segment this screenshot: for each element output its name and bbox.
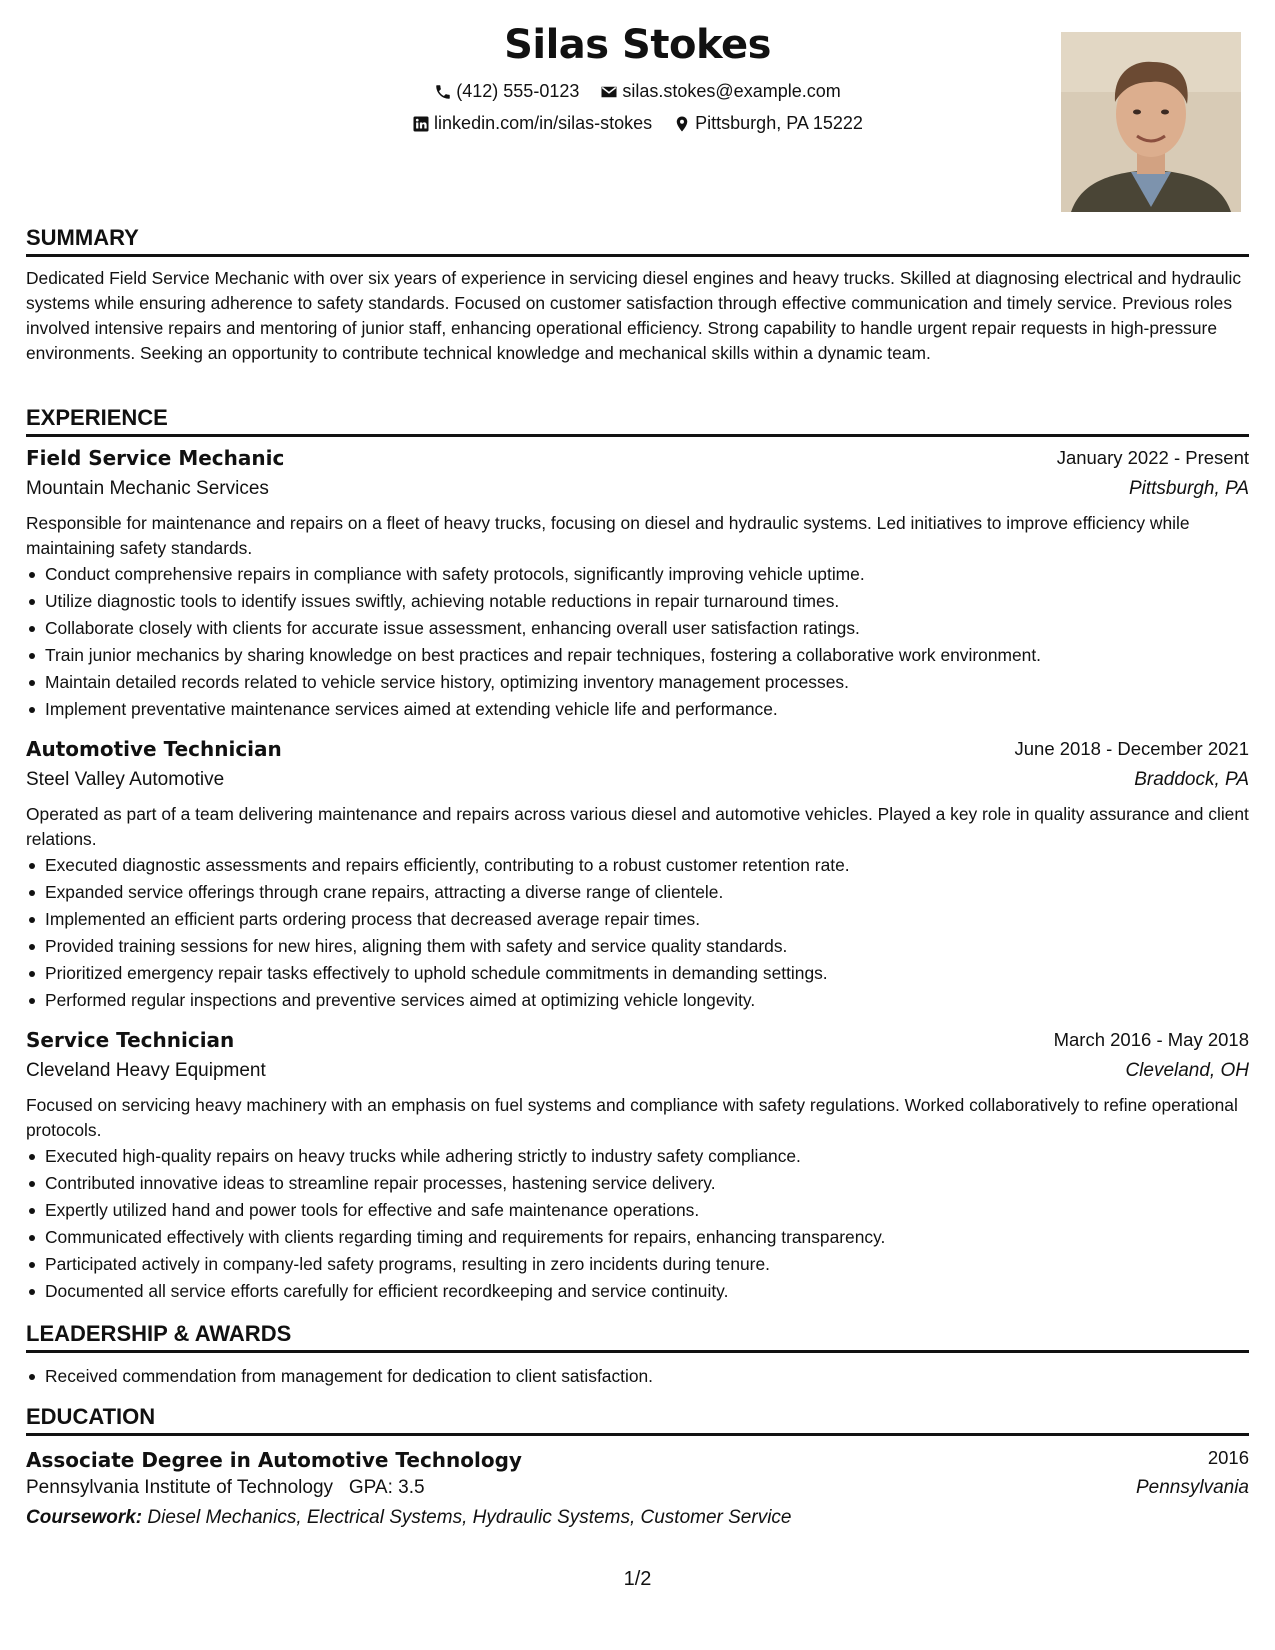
resume-page [26, 0, 1249, 1650]
job-bullets [26, 1143, 1249, 1305]
list-item: Maintain detailed records related to vehicle service history, optimizing inventory management processes. [26, 669, 1249, 696]
education-heading: EDUCATION [26, 1404, 1249, 1436]
list-item: Received commendation from management for dedication to client satisfaction. [26, 1363, 1249, 1390]
list-item: Collaborate closely with clients for accurate issue assessment, enhancing overall user satisfaction ratings. [26, 615, 1249, 642]
school-line [26, 1477, 425, 1499]
list-item: Executed diagnostic assessments and repairs efficiently, contributing to a robust customer retention rate. [26, 852, 1249, 879]
phone-contact [434, 81, 579, 102]
coursework-list: Diesel Mechanics, Electrical Systems, Hydraulic Systems, Customer Service [147, 1507, 792, 1528]
list-item: Participated actively in company-led safety programs, resulting in zero incidents during tenure. [26, 1251, 1249, 1278]
list-item: Train junior mechanics by sharing knowledge on best practices and repair techniques, fostering a collaborative work environment. [26, 642, 1249, 669]
school-name: Pennsylvania Institute of Technology [26, 1477, 334, 1498]
phone-text: (412) 555-0123 [456, 81, 580, 101]
phone-icon [434, 83, 452, 101]
job-description: Focused on servicing heavy machinery with an emphasis on fuel systems and compliance with safety regulations. Worked collaboratively to refine operational protocols. [26, 1095, 1238, 1140]
job-company: Mountain Mechanic Services [26, 478, 269, 499]
job-description: Operated as part of a team delivering maintenance and repairs across various diesel and automotive vehicles. Played a key role in quality assurance and client relations. [26, 804, 1249, 849]
school-location: Pennsylvania [1135, 1477, 1249, 1498]
job-bullets [26, 852, 1249, 1014]
list-item: Communicated effectively with clients regarding timing and requirements for repairs, enhancing transparency. [26, 1224, 1249, 1251]
summary-heading: SUMMARY [26, 225, 1249, 257]
list-item: Documented all service efforts carefully for efficient recordkeeping and service continuity. [26, 1278, 1249, 1305]
job-description: Responsible for maintenance and repairs on a fleet of heavy trucks, focusing on diesel and hydraulic systems. Led initiatives to improve efficiency while maintaining safety standards. [26, 513, 1190, 558]
list-item: Expanded service offerings through crane repairs, attracting a diverse range of clientele. [26, 879, 1249, 906]
job-title: Automotive Technician [26, 737, 282, 761]
job-title: Field Service Mechanic [26, 446, 285, 470]
profile-photo [1061, 32, 1241, 212]
list-item: Contributed innovative ideas to streamline repair processes, hastening service delivery. [26, 1170, 1249, 1197]
coursework-label: Coursework: [26, 1507, 143, 1528]
envelope-icon [600, 83, 618, 101]
job-location: Braddock, PA [1134, 769, 1249, 790]
linkedin-text: linkedin.com/in/silas-stokes [434, 113, 653, 133]
experience-heading: EXPERIENCE [26, 405, 1249, 437]
linkedin-icon [412, 115, 430, 133]
job-company: Steel Valley Automotive [26, 769, 225, 790]
job-bullets [26, 561, 1249, 723]
location-contact [673, 113, 863, 134]
candidate-name: Silas Stokes [504, 22, 771, 68]
linkedin-contact[interactable] [412, 113, 652, 134]
degree-title: Associate Degree in Automotive Technology [26, 1448, 522, 1472]
list-item: Expertly utilized hand and power tools for effective and safe maintenance operations. [26, 1197, 1249, 1224]
job-dates: June 2018 - December 2021 [1014, 738, 1249, 759]
list-item: Provided training sessions for new hires, aligning them with safety and service quality standards. [26, 933, 1249, 960]
list-item: Implement preventative maintenance services aimed at extending vehicle life and performance. [26, 696, 1249, 723]
list-item: Executed high-quality repairs on heavy trucks while adhering strictly to industry safety compliance. [26, 1143, 1249, 1170]
list-item: Utilize diagnostic tools to identify issues swiftly, achieving notable reductions in repair turnaround times. [26, 588, 1249, 615]
job-company: Cleveland Heavy Equipment [26, 1060, 266, 1081]
gpa: GPA: 3.5 [348, 1477, 425, 1498]
coursework [26, 1507, 792, 1529]
summary-text: Dedicated Field Service Mechanic with over six years of experience in servicing diesel engines and heavy trucks. Skilled at diagnosing electrical and hydraulic systems while ensuring adherence to safety standards. Focused on customer satisfaction through effective communication and timely service. Previous roles involved intensive repairs and mentoring of junior staff, enhancing operational efficiency. Strong capability to handle urgent repair requests in high-pressure environments. Seeking an opportunity to contribute technical knowledge and mechanical skills within a dynamic team. [26, 268, 1242, 363]
list-item: Conduct comprehensive repairs in compliance with safety protocols, significantly improving vehicle uptime. [26, 561, 1249, 588]
leadership-heading: LEADERSHIP & AWARDS [26, 1321, 1249, 1353]
job-dates: January 2022 - Present [1056, 447, 1249, 468]
job-dates: March 2016 - May 2018 [1053, 1029, 1249, 1050]
graduation-year: 2016 [1207, 1447, 1249, 1468]
list-item: Prioritized emergency repair tasks effectively to uphold schedule commitments in demanding settings. [26, 960, 1249, 987]
email-contact[interactable] [600, 81, 840, 102]
list-item: Implemented an efficient parts ordering process that decreased average repair times. [26, 906, 1249, 933]
page-number: 1/2 [623, 1568, 652, 1590]
job-location: Pittsburgh, PA [1128, 478, 1249, 499]
leadership-bullets [26, 1363, 1249, 1390]
job-location: Cleveland, OH [1125, 1060, 1249, 1081]
location-text: Pittsburgh, PA 15222 [695, 113, 863, 133]
job-title: Service Technician [26, 1028, 235, 1052]
map-pin-icon [673, 115, 691, 133]
email-text: silas.stokes@example.com [622, 81, 841, 101]
list-item: Performed regular inspections and preventive services aimed at optimizing vehicle longevity. [26, 987, 1249, 1014]
